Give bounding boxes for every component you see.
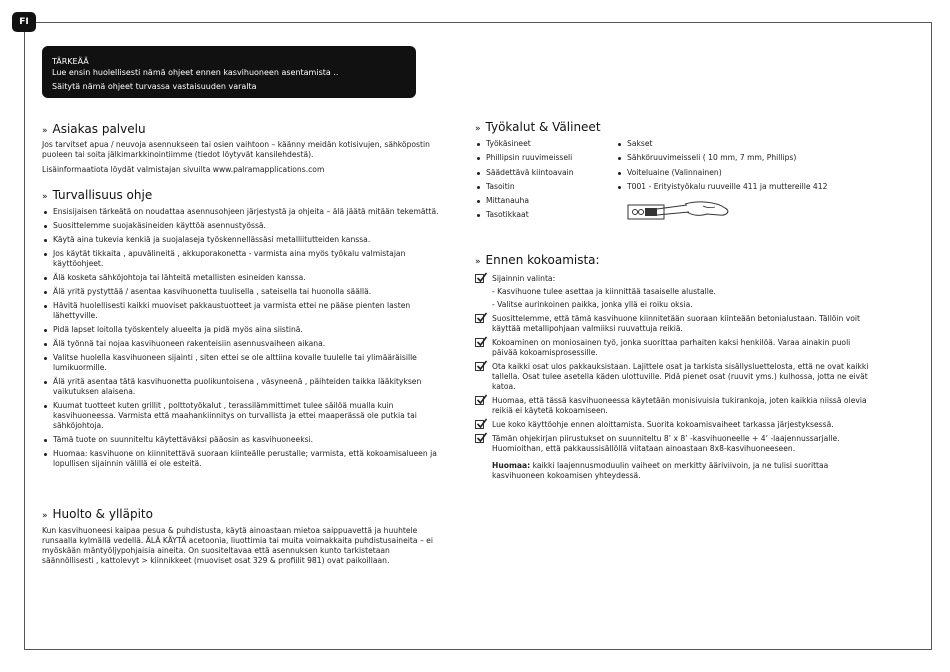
checklist-item xyxy=(475,420,875,430)
customer-service-text: Jos tarvitset apua / neuvoja asennukseen tai osien vaihtoon – käänny meidän kotisivujen, sähköpostin puoleen tai soita jälkimarkkinointiimme (tiedot löytyvät kansilehdestä). xyxy=(42,140,430,159)
maintenance-heading xyxy=(42,507,153,521)
important-title: TÄRKEÄÄ xyxy=(52,57,89,66)
checklist-text: Ota kaikki osat ulos pakkauksistaan. Lajittele osat ja tarkista sisällysluettelosta, että ne ovat kaikki tallella. Osat tulee asetella käden ulottuville. Pidä pienet osat (ruuvit yms.) kulhossa, jotta ne eivät katoa. xyxy=(492,362,869,391)
checkbox-checked-icon xyxy=(475,362,484,371)
checklist-item xyxy=(475,362,875,392)
checkbox-checked-icon xyxy=(475,338,484,347)
chevron-icon: » xyxy=(475,257,481,267)
checklist-text: Huomaa, että tässä kasvihuoneessa käytetään monisivuisia tukirankoja, joten kaikkia niissä olevia reikiä ei käytetä kokoamiseen. xyxy=(492,396,867,415)
tools-heading xyxy=(475,120,601,134)
safety-item: Älä työnnä tai nojaa kasvihuoneen rakenteisiin asennusvaiheen aikana. xyxy=(42,339,442,349)
safety-item: Valitse huolella kasvihuoneen sijainti , siten ettei se ole alttiina kovalle tuulelle tai ylimääräisille lumikuormille. xyxy=(42,353,442,373)
chevron-icon: » xyxy=(42,126,48,136)
safety-item: Pidä lapset loitolla työskentely alueelta ja pidä myös aina siistinä. xyxy=(42,325,442,335)
checkbox-checked-icon xyxy=(475,434,484,443)
checklist-item xyxy=(475,396,875,416)
tool-item: Työkäsineet xyxy=(475,139,615,149)
tool-item: Tasotikkaat xyxy=(475,210,615,220)
chevron-icon: » xyxy=(42,511,48,521)
assembly-note xyxy=(475,461,875,481)
customer-service-heading-text: Asiakas palvelu xyxy=(52,122,146,136)
tool-item: Tasoitin xyxy=(475,182,615,192)
checklist-subitem: - Kasvihuone tulee asettaa ja kiinnittää tasaiselle alustalle. xyxy=(492,287,716,296)
checklist-item xyxy=(475,274,875,310)
checklist-text: Sijainnin valinta: xyxy=(492,274,556,283)
note-label: Huomaa: xyxy=(492,461,531,470)
checkbox-checked-icon xyxy=(475,274,484,283)
important-notice xyxy=(42,46,416,98)
checklist-text: Lue koko käyttöohje ennen aloittamista. Suorita kokoamisvaiheet tarkassa järjestyksessä. xyxy=(492,420,834,429)
safety-item: Älä yritä asentaa tätä kasvihuonetta puolikuntoisena , väsyneenä , päihteiden taikka lääkityksen vaikutuksen alaisena. xyxy=(42,377,442,397)
safety-item: Ensisijaisen tärkeätä on noudattaa asennusohjeen järjestystä ja ohjeita – älä jäätä mitään tekemättä. xyxy=(42,207,442,217)
special-tool-icon xyxy=(627,200,737,224)
checklist-text: Suosittelemme, että tämä kasvihuone kiinnitetään suoraan kiinteään betonialustaan. Tällöin voit käyttää metallipohjaan valmiiksi ruuvattuja reikiä. xyxy=(492,314,861,333)
important-line-2: Säitytä nämä ohjeet turvassa vastaisuuden varalta xyxy=(52,82,257,91)
safety-item: Jos käytät tikkaita , apuvälineitä , akkuporakonetta - varmista aina myös työkalu valmistajan käyttöohjeet. xyxy=(42,249,442,269)
before-assembly-list xyxy=(475,274,875,485)
checklist-text: Kokoaminen on moniosainen työ, jonka suorittaa parhaiten kaksi henkilöä. Varaa ainakin puoli päivää kokoamisprosessille. xyxy=(492,338,851,357)
safety-heading-text: Turvallisuus ohje xyxy=(52,188,153,202)
before-assembly-heading xyxy=(475,253,600,267)
tools-list-right xyxy=(616,139,896,196)
before-assembly-heading-text: Ennen kokoamista: xyxy=(485,253,600,267)
tools-heading-text: Työkalut & Välineet xyxy=(485,120,601,134)
safety-item: Huomaa: kasvihuone on kiinnitettävä suoraan kiinteälle perustalle; varmista, että kokoamisalueen ja lopullisen sijainnin välillä ei ole esteitä. xyxy=(42,449,442,469)
language-tab: FI xyxy=(12,12,36,32)
checklist-item xyxy=(475,338,875,358)
safety-item: Käytä aina tukevia kenkiä ja suojalaseja työskennellässäsi metalliitutteiden kanssa. xyxy=(42,235,442,245)
important-line-1: Lue ensin huolellisesti nämä ohjeet ennen kasvihuoneen asentamista .. xyxy=(52,68,339,77)
customer-service-info: Lisäinformaatiota löydät valmistajan sivuilta www.palramapplications.com xyxy=(42,165,325,174)
tool-item: Sähköruuvimeisseli ( 10 mm, 7 mm, Phillips) xyxy=(616,153,896,163)
safety-item: Suosittelemme suojakäsineiden käyttöä asennustyössä. xyxy=(42,221,442,231)
checklist-item xyxy=(475,314,875,334)
tool-item: Phillipsin ruuvimeisseli xyxy=(475,153,615,163)
tool-item: Voiteluaine (Valinnainen) xyxy=(616,168,896,178)
safety-list xyxy=(42,207,442,473)
checkbox-checked-icon xyxy=(475,396,484,405)
tool-item: T001 - Erityistyökalu ruuveille 411 ja muttereille 412 xyxy=(616,182,896,192)
checklist-text: Tämän ohjekirjan piirustukset on suunniteltu 8’ x 8’ -kasvihuoneelle + 4’ -laajennussarjalle. Huomioithan, että pakkaussisällöllä viitataan ainoastaan 8x8-kasvihuoneeseen. xyxy=(492,434,840,453)
maintenance-text: Kun kasvihuoneesi kaipaa pesua & puhdistusta, käytä ainoastaan mietoa saippuavettä ja huuhtele runsaalla kylmällä vedellä. ÄLÄ KÄYTÄ acetoonia, liuottimia tai muita voimakkaita puhdistusaineita – ei myöskään mäntyöljypohjaisia aineita. On suositeltavaa että asennuksen kunto tarkistetaan säännöllisesti , kattolevyt > kiinnikkeet (muoviset osat 329 & profiilit 981) ovat paikoillaan. xyxy=(42,526,433,565)
safety-item: Älä yritä pystyttää / asentaa kasvihuonetta tuulisella , sateisella tai huonolla säällä. xyxy=(42,287,442,297)
safety-item: Hävitä huolellisesti kaikki muoviset pakkaustuotteet ja varmista ettei ne pääse pienten lasten lähettyville. xyxy=(42,301,442,321)
maintenance-heading-text: Huolto & ylläpito xyxy=(52,507,153,521)
safety-item: Tämä tuote on suunniteltu käytettäväksi pääosin as kasvihuoneeksi. xyxy=(42,435,442,445)
tool-item: Mittanauha xyxy=(475,196,615,206)
safety-item: Kuumat tuotteet kuten grillit , polttotyökalut , terassilämmittimet tulee säilöä mualla kuin kasvihuoneessa. Varmista että maahankiinnitys on turvallista ja ettei maaperässä ole putkia tai sähköjohtoja. xyxy=(42,401,442,431)
safety-heading xyxy=(42,188,152,202)
note-text: kaikki laajennusmoduulin vaiheet on merkitty ääriviivoin, ja ne tulisi suorittaa kasvihuoneen kokoamisen yhteydessä. xyxy=(492,461,829,480)
chevron-icon: » xyxy=(42,192,48,202)
safety-item: Älä kosketa sähköjohtoja tai lähteitä metallisten esineiden kanssa. xyxy=(42,273,442,283)
customer-service-heading xyxy=(42,122,146,136)
chevron-icon: » xyxy=(475,124,481,134)
checklist-item xyxy=(475,434,875,454)
tool-item: Säädettävä kiintoavain xyxy=(475,168,615,178)
checklist-subitem: - Valitse aurinkoinen paikka, jonka yllä ei roiku oksia. xyxy=(492,300,693,309)
tools-list-left xyxy=(475,139,615,225)
checkbox-checked-icon xyxy=(475,314,484,323)
tool-item: Sakset xyxy=(616,139,896,149)
checkbox-checked-icon xyxy=(475,420,484,429)
